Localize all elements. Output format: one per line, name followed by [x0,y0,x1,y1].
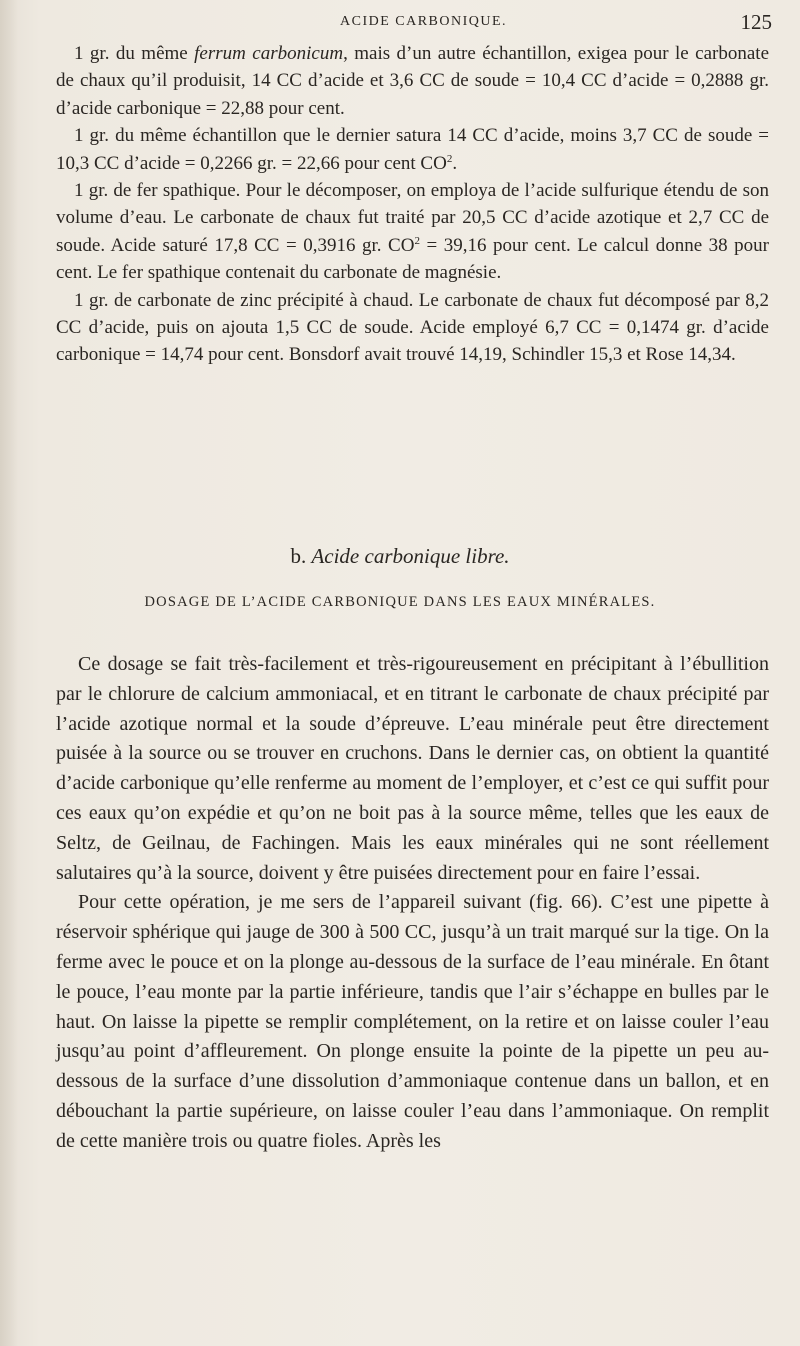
paragraph-ferrum-carbonicum [56,40,769,122]
paragraph-operation: Pour cette opération, je me sers de l’appareil suivant (fig. 66). C’est une pipette à réservoir sphérique qui jauge de 300 à 500 CC, jusqu’à un trait marqué sur la tige. On la ferme avec le pouce et on la plonge au-dessous de la surface de l’eau minérale. En ôtant le pouce, l’eau monte par la partie inférieure, tandis que l’air s’échappe en bulles par le haut. On laisse la pipette se remplir complétement, on la retire et on laisse couler l’eau jusqu’au point d’affleurement. On plonge ensuite la pointe de la pipette un peu au-dessous de la surface d’une dissolution d’ammoniaque contenue dans un ballon, et en débouchant la partie supérieure, on laisse couler l’eau dans l’ammoniaque. On remplit de cette manière trois ou quatre fioles. Après les [56,891,769,1152]
paragraph-text: 1 gr. de fer spathique. Pour le décomposer, on employa de l’acide sulfurique étendu de son volume d’eau. Le carbonate de chaux fut traité par 20,5 CC d’acide azotique et 2,7 CC de soude. Acide saturé 17,8 CC = 0,3916 gr. CO [56,180,769,256]
paragraph-text: , mais d’un autre échantillon, exigea pour le carbonate de chaux qu’il produisit, 14 CC d’acide et 3,6 CC de soude = 10,4 CC d’acide = 0,2888 gr. d’acide carbonique = 22,88 pour cent. [56,43,770,119]
page-gutter-shadow [0,0,18,1346]
paragraph-fer-spathique [56,177,769,287]
paragraph-text: . [452,152,458,174]
upper-text-block [56,40,769,369]
page-number: 125 [740,10,772,34]
paragraph-carbonate-zinc: 1 gr. de carbonate de zinc précipité à chaud. Le carbonate de chaux fut décomposé par 8,2 CC d’acide, puis on ajouta 1,5 CC de soude. Acide employé 6,7 CC = 0,1474 gr. d’acide carbonique = 14,74 pour cent. Bonsdorf avait trouvé 14,19, Schindler 15,3 et Rose 14,34. [56,289,769,366]
paragraph-text: 1 gr. du même échantillon que le dernier satura 14 CC d’acide, moins 3,7 CC de soude = 10,3 CC d’acide = 0,2266 gr. = 22,66 pour cent CO [56,125,769,174]
italic-term: ferrum carbonicum [194,43,344,64]
paragraph-text: = 39,16 pour cent. Le calcul donne 38 pour cent. Le fer spathique contenait du carbonate de magnésie. [56,234,769,284]
section-heading [0,544,800,569]
superscript: 2 [414,234,420,247]
section-subheading: DOSAGE DE L’ACIDE CARBONIQUE DANS LES EAUX MINÉRALES. [144,594,656,610]
paragraph-same-sample [56,122,769,177]
page-header [0,8,800,38]
lower-text-block [56,650,769,1157]
section-title: Acide carbonique libre. [311,544,510,568]
running-title: ACIDE CARBONIQUE. [340,14,508,29]
paragraph-text: 1 gr. du même [74,43,195,64]
section-letter: b. [290,544,307,568]
paragraph-dosage: Ce dosage se fait très-facilement et très-rigoureusement en précipitant à l’ébullition par le chlorure de calcium ammoniacal, et en titrant le carbonate de chaux précipité par l’acide azotique normal et la soude d’épreuve. L’eau minérale peut être directement puisée à la source ou se trouver en cruchons. Dans le dernier cas, on obtient la quantité d’acide carbonique qu’elle renferme au moment de l’employer, et c’est ce qui suffit pour ces eaux qu’on expédie et qu’on ne boit pas à la source même, telles que les eaux de Seltz, de Geilnau, de Fachingen. Mais les eaux minérales qui ne sont réellement salutaires qu’à la source, doivent y être puisées directement pour en faire l’essai. [56,653,769,884]
superscript: 2 [446,152,453,165]
